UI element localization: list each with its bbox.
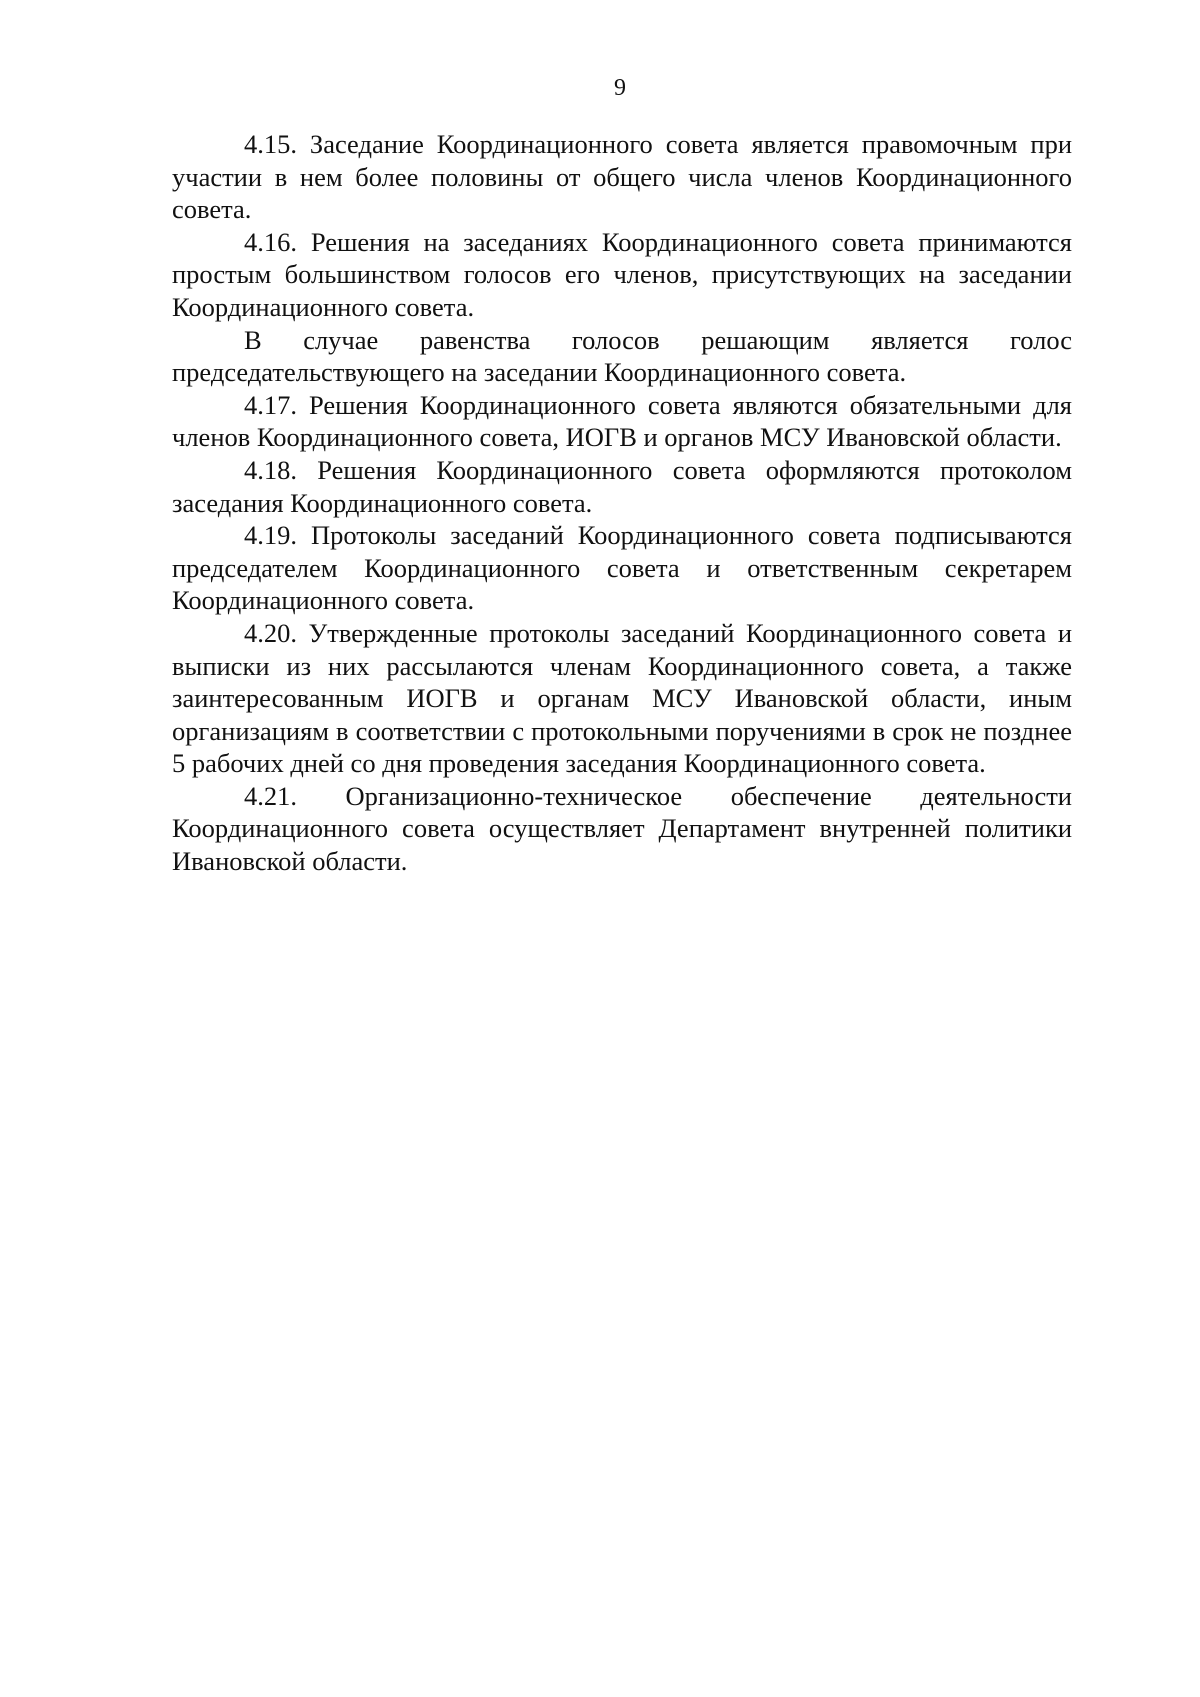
paragraph-4-20: 4.20. Утвержденные протоколы заседаний Координационного совета и выписки из них рассылаются членам Координационного совета, а также заинтересованным ИОГВ и органам МСУ Ивановской области, иным организациям в соответствии с протокольными поручениями в срок не позднее 5 рабочих дней со дня проведения заседания Координационного совета. bbox=[172, 617, 1072, 779]
paragraph-4-15: 4.15. Заседание Координационного совета является правомочным при участии в нем более половины от общего числа членов Координационного совета. bbox=[172, 129, 1072, 225]
paragraph-4-18: 4.18. Решения Координационного совета оформляются протоколом заседания Координационного совета. bbox=[172, 454, 1072, 518]
paragraph-4-16-tie-vote: В случае равенства голосов решающим является голос председательствующего на заседании Координационного совета. bbox=[172, 324, 1072, 388]
page-number: 9 bbox=[614, 75, 626, 101]
document-body bbox=[172, 128, 1072, 878]
paragraph-4-21: 4.21. Организационно-техническое обеспечение деятельности Координационного совета осуществляет Департамент внутренней политики Ивановской области. bbox=[172, 780, 1072, 877]
paragraph-4-19: 4.19. Протоколы заседаний Координационного совета подписываются председателем Координационного совета и ответственным секретарем Координационного совета. bbox=[172, 520, 1072, 616]
paragraph-4-17: 4.17. Решения Координационного совета являются обязательными для членов Координационного совета, ИОГВ и органов МСУ Ивановской области. bbox=[172, 389, 1072, 453]
paragraph-4-16: 4.16. Решения на заседаниях Координационного совета принимаются простым большинством голосов его членов, присутствующих на заседании Координационного совета. bbox=[172, 226, 1072, 322]
